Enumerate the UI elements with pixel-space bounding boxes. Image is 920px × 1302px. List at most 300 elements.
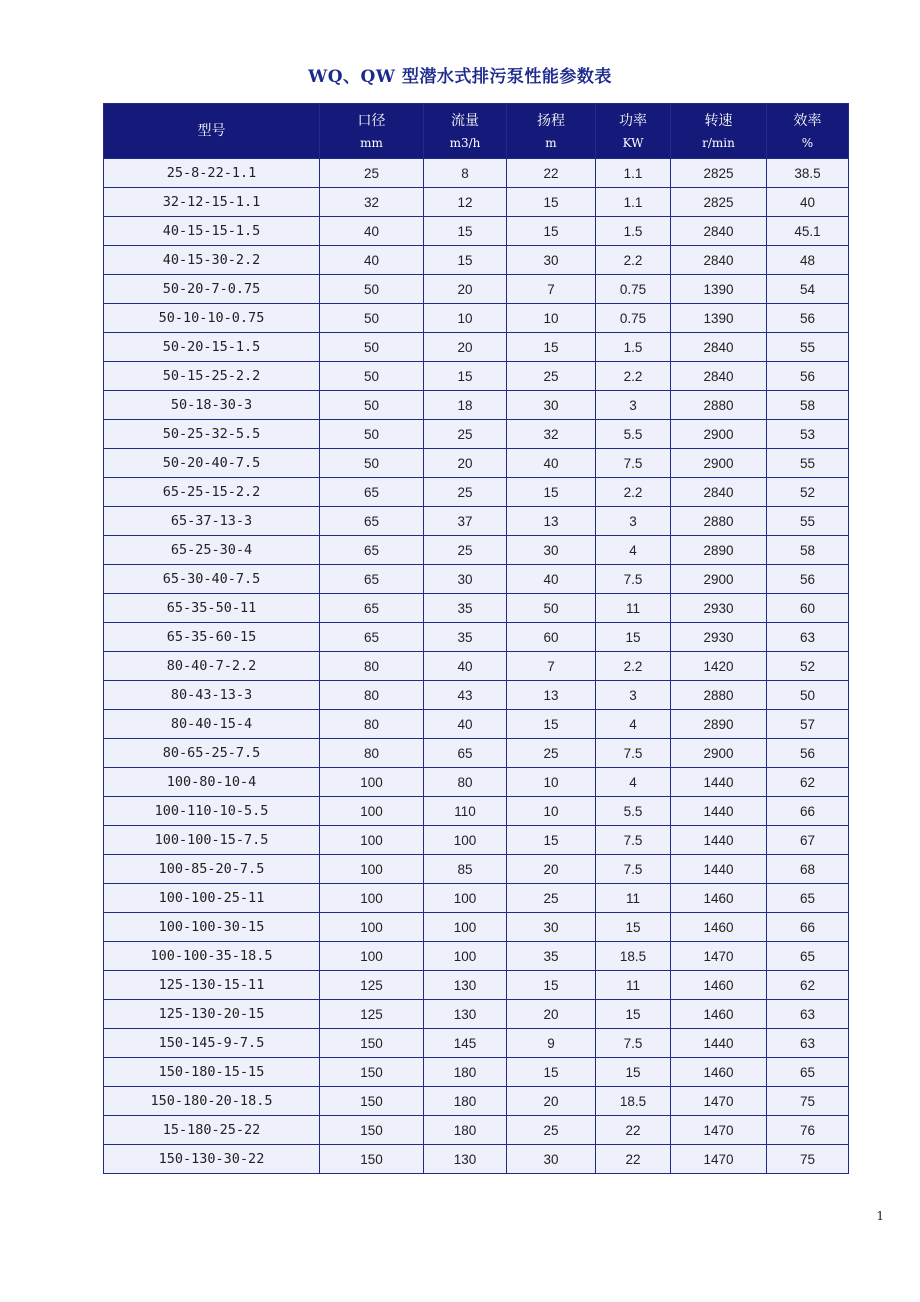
cell-diameter: 50 [320, 333, 424, 362]
cell-efficiency: 48 [767, 246, 849, 275]
cell-efficiency: 53 [767, 420, 849, 449]
cell-diameter: 80 [320, 739, 424, 768]
cell-model: 50-15-25-2.2 [104, 362, 320, 391]
table-row [104, 246, 849, 275]
cell-head: 13 [507, 507, 596, 536]
cell-efficiency: 58 [767, 391, 849, 420]
cell-efficiency: 57 [767, 710, 849, 739]
cell-model: 65-30-40-7.5 [104, 565, 320, 594]
cell-head: 10 [507, 797, 596, 826]
cell-power: 7.5 [596, 1029, 671, 1058]
header-label: 流量 [451, 112, 479, 129]
cell-model: 100-85-20-7.5 [104, 855, 320, 884]
cell-power: 3 [596, 681, 671, 710]
cell-efficiency: 56 [767, 304, 849, 333]
table-row [104, 855, 849, 884]
cell-efficiency: 75 [767, 1087, 849, 1116]
cell-diameter: 40 [320, 246, 424, 275]
table-row [104, 420, 849, 449]
header-efficiency [767, 104, 849, 159]
cell-model: 65-37-13-3 [104, 507, 320, 536]
cell-efficiency: 38.5 [767, 159, 849, 188]
cell-speed: 2880 [671, 681, 767, 710]
cell-flow: 130 [424, 971, 507, 1000]
cell-speed: 1460 [671, 884, 767, 913]
table-row [104, 913, 849, 942]
header-label: 转速 [704, 112, 733, 129]
cell-power: 7.5 [596, 565, 671, 594]
cell-head: 15 [507, 1058, 596, 1087]
cell-flow: 100 [424, 913, 507, 942]
cell-efficiency: 45.1 [767, 217, 849, 246]
header-unit: r/min [702, 135, 735, 150]
cell-speed: 2900 [671, 739, 767, 768]
table-row [104, 304, 849, 333]
document-title: WQ、QW 型潜水式排污泵性能参数表 [308, 67, 612, 87]
header-label: 型号 [197, 123, 226, 139]
cell-power: 7.5 [596, 855, 671, 884]
cell-flow: 43 [424, 681, 507, 710]
cell-power: 4 [596, 536, 671, 565]
table-row [104, 652, 849, 681]
cell-model: 40-15-30-2.2 [104, 246, 320, 275]
cell-speed: 2900 [671, 565, 767, 594]
cell-head: 30 [507, 246, 596, 275]
cell-power: 7.5 [596, 449, 671, 478]
cell-head: 25 [507, 884, 596, 913]
cell-flow: 130 [424, 1000, 507, 1029]
cell-flow: 40 [424, 652, 507, 681]
cell-speed: 2840 [671, 478, 767, 507]
cell-head: 20 [507, 1000, 596, 1029]
cell-model: 150-180-15-15 [104, 1058, 320, 1087]
cell-flow: 25 [424, 478, 507, 507]
table-row [104, 449, 849, 478]
cell-efficiency: 52 [767, 478, 849, 507]
table-row [104, 1058, 849, 1087]
cell-speed: 2880 [671, 507, 767, 536]
cell-speed: 2840 [671, 217, 767, 246]
cell-head: 7 [507, 275, 596, 304]
cell-flow: 20 [424, 333, 507, 362]
cell-flow: 15 [424, 217, 507, 246]
cell-head: 50 [507, 594, 596, 623]
cell-flow: 130 [424, 1145, 507, 1174]
cell-head: 60 [507, 623, 596, 652]
cell-efficiency: 75 [767, 1145, 849, 1174]
cell-efficiency: 65 [767, 884, 849, 913]
cell-speed: 1470 [671, 942, 767, 971]
cell-head: 40 [507, 449, 596, 478]
cell-diameter: 100 [320, 855, 424, 884]
cell-model: 50-20-7-0.75 [104, 275, 320, 304]
cell-speed: 1470 [671, 1145, 767, 1174]
cell-head: 15 [507, 217, 596, 246]
cell-speed: 1460 [671, 971, 767, 1000]
cell-flow: 15 [424, 246, 507, 275]
cell-efficiency: 62 [767, 768, 849, 797]
cell-head: 10 [507, 304, 596, 333]
cell-model: 32-12-15-1.1 [104, 188, 320, 217]
cell-flow: 180 [424, 1116, 507, 1145]
cell-flow: 20 [424, 449, 507, 478]
cell-speed: 1390 [671, 275, 767, 304]
cell-speed: 2890 [671, 710, 767, 739]
cell-power: 18.5 [596, 1087, 671, 1116]
cell-power: 1.1 [596, 159, 671, 188]
cell-power: 22 [596, 1116, 671, 1145]
cell-flow: 100 [424, 884, 507, 913]
cell-flow: 35 [424, 594, 507, 623]
cell-power: 2.2 [596, 246, 671, 275]
header-label: 效率 [793, 112, 822, 129]
cell-flow: 30 [424, 565, 507, 594]
cell-diameter: 40 [320, 217, 424, 246]
cell-diameter: 65 [320, 565, 424, 594]
cell-model: 100-100-30-15 [104, 913, 320, 942]
table-row [104, 623, 849, 652]
cell-head: 25 [507, 1116, 596, 1145]
table-row [104, 971, 849, 1000]
cell-flow: 180 [424, 1087, 507, 1116]
header-model [104, 104, 320, 159]
cell-flow: 80 [424, 768, 507, 797]
cell-diameter: 100 [320, 884, 424, 913]
header-label: 功率 [619, 112, 647, 129]
cell-diameter: 25 [320, 159, 424, 188]
cell-head: 30 [507, 536, 596, 565]
cell-flow: 85 [424, 855, 507, 884]
cell-power: 5.5 [596, 420, 671, 449]
cell-power: 0.75 [596, 275, 671, 304]
cell-flow: 20 [424, 275, 507, 304]
cell-head: 25 [507, 362, 596, 391]
cell-model: 80-65-25-7.5 [104, 739, 320, 768]
cell-efficiency: 60 [767, 594, 849, 623]
cell-model: 100-100-15-7.5 [104, 826, 320, 855]
cell-speed: 1460 [671, 1058, 767, 1087]
cell-power: 18.5 [596, 942, 671, 971]
cell-speed: 1440 [671, 826, 767, 855]
cell-power: 7.5 [596, 739, 671, 768]
cell-efficiency: 40 [767, 188, 849, 217]
cell-diameter: 150 [320, 1145, 424, 1174]
table-row [104, 739, 849, 768]
cell-diameter: 125 [320, 1000, 424, 1029]
table-header [104, 104, 849, 159]
header-head [507, 104, 596, 159]
header-unit: m3/h [449, 135, 481, 150]
cell-efficiency: 54 [767, 275, 849, 304]
cell-speed: 2840 [671, 333, 767, 362]
table-row [104, 362, 849, 391]
cell-head: 20 [507, 1087, 596, 1116]
cell-diameter: 100 [320, 942, 424, 971]
cell-power: 4 [596, 710, 671, 739]
cell-head: 32 [507, 420, 596, 449]
cell-flow: 25 [424, 420, 507, 449]
table-row [104, 797, 849, 826]
table-row [104, 1145, 849, 1174]
cell-diameter: 50 [320, 275, 424, 304]
table-row [104, 710, 849, 739]
cell-flow: 100 [424, 826, 507, 855]
cell-diameter: 125 [320, 971, 424, 1000]
header-power [596, 104, 671, 159]
cell-power: 2.2 [596, 652, 671, 681]
cell-model: 40-15-15-1.5 [104, 217, 320, 246]
pump-performance-table [103, 103, 849, 1174]
cell-speed: 1440 [671, 768, 767, 797]
cell-diameter: 80 [320, 681, 424, 710]
table-row [104, 507, 849, 536]
cell-speed: 2825 [671, 159, 767, 188]
cell-flow: 8 [424, 159, 507, 188]
table-row [104, 768, 849, 797]
cell-head: 35 [507, 942, 596, 971]
header-unit: mm [360, 135, 383, 150]
cell-model: 100-100-25-11 [104, 884, 320, 913]
cell-flow: 37 [424, 507, 507, 536]
table-row [104, 594, 849, 623]
table-row [104, 217, 849, 246]
cell-power: 22 [596, 1145, 671, 1174]
cell-speed: 1440 [671, 1029, 767, 1058]
cell-speed: 1440 [671, 855, 767, 884]
cell-diameter: 100 [320, 826, 424, 855]
table-row [104, 536, 849, 565]
cell-efficiency: 56 [767, 362, 849, 391]
table-row [104, 884, 849, 913]
cell-diameter: 65 [320, 623, 424, 652]
cell-model: 150-130-30-22 [104, 1145, 320, 1174]
cell-power: 15 [596, 623, 671, 652]
cell-head: 15 [507, 710, 596, 739]
cell-power: 11 [596, 594, 671, 623]
cell-model: 50-10-10-0.75 [104, 304, 320, 333]
cell-model: 150-145-9-7.5 [104, 1029, 320, 1058]
header-speed [671, 104, 767, 159]
cell-efficiency: 65 [767, 942, 849, 971]
cell-speed: 2900 [671, 420, 767, 449]
cell-efficiency: 56 [767, 739, 849, 768]
header-unit: % [801, 135, 814, 150]
cell-efficiency: 63 [767, 1000, 849, 1029]
cell-speed: 2840 [671, 362, 767, 391]
cell-model: 100-100-35-18.5 [104, 942, 320, 971]
cell-diameter: 150 [320, 1116, 424, 1145]
cell-model: 125-130-15-11 [104, 971, 320, 1000]
cell-model: 80-43-13-3 [104, 681, 320, 710]
cell-flow: 100 [424, 942, 507, 971]
cell-power: 7.5 [596, 826, 671, 855]
cell-efficiency: 55 [767, 449, 849, 478]
cell-diameter: 100 [320, 913, 424, 942]
cell-speed: 2930 [671, 594, 767, 623]
cell-diameter: 80 [320, 652, 424, 681]
cell-speed: 1470 [671, 1116, 767, 1145]
cell-head: 20 [507, 855, 596, 884]
cell-efficiency: 63 [767, 1029, 849, 1058]
cell-head: 25 [507, 739, 596, 768]
cell-model: 65-35-50-11 [104, 594, 320, 623]
cell-speed: 1390 [671, 304, 767, 333]
cell-diameter: 50 [320, 362, 424, 391]
header-diameter [320, 104, 424, 159]
cell-model: 65-35-60-15 [104, 623, 320, 652]
cell-head: 9 [507, 1029, 596, 1058]
table-row [104, 188, 849, 217]
cell-efficiency: 58 [767, 536, 849, 565]
cell-diameter: 50 [320, 449, 424, 478]
header-label: 口径 [357, 112, 386, 129]
cell-head: 30 [507, 391, 596, 420]
cell-power: 11 [596, 884, 671, 913]
cell-model: 125-130-20-15 [104, 1000, 320, 1029]
cell-diameter: 100 [320, 768, 424, 797]
header-row [104, 104, 849, 159]
cell-speed: 2890 [671, 536, 767, 565]
cell-diameter: 150 [320, 1058, 424, 1087]
cell-head: 7 [507, 652, 596, 681]
cell-speed: 1440 [671, 797, 767, 826]
cell-efficiency: 66 [767, 797, 849, 826]
cell-speed: 2900 [671, 449, 767, 478]
cell-diameter: 100 [320, 797, 424, 826]
cell-head: 40 [507, 565, 596, 594]
cell-efficiency: 55 [767, 507, 849, 536]
cell-head: 13 [507, 681, 596, 710]
cell-speed: 2880 [671, 391, 767, 420]
cell-head: 15 [507, 333, 596, 362]
cell-power: 2.2 [596, 478, 671, 507]
cell-model: 65-25-15-2.2 [104, 478, 320, 507]
table-row [104, 275, 849, 304]
cell-power: 0.75 [596, 304, 671, 333]
cell-efficiency: 63 [767, 623, 849, 652]
table-row [104, 1116, 849, 1145]
cell-model: 50-25-32-5.5 [104, 420, 320, 449]
table-row [104, 391, 849, 420]
cell-flow: 25 [424, 536, 507, 565]
table-row [104, 1087, 849, 1116]
cell-speed: 1460 [671, 913, 767, 942]
cell-head: 15 [507, 478, 596, 507]
cell-speed: 2825 [671, 188, 767, 217]
header-label: 扬程 [537, 112, 565, 129]
cell-flow: 110 [424, 797, 507, 826]
cell-head: 15 [507, 826, 596, 855]
cell-model: 25-8-22-1.1 [104, 159, 320, 188]
cell-head: 15 [507, 971, 596, 1000]
cell-diameter: 150 [320, 1087, 424, 1116]
header-flow [424, 104, 507, 159]
cell-flow: 12 [424, 188, 507, 217]
cell-model: 50-18-30-3 [104, 391, 320, 420]
cell-power: 1.5 [596, 217, 671, 246]
cell-power: 15 [596, 913, 671, 942]
table-row [104, 942, 849, 971]
cell-head: 30 [507, 1145, 596, 1174]
cell-diameter: 65 [320, 536, 424, 565]
cell-efficiency: 76 [767, 1116, 849, 1145]
cell-speed: 2930 [671, 623, 767, 652]
cell-diameter: 32 [320, 188, 424, 217]
cell-speed: 2840 [671, 246, 767, 275]
cell-flow: 35 [424, 623, 507, 652]
cell-model: 65-25-30-4 [104, 536, 320, 565]
cell-power: 15 [596, 1000, 671, 1029]
cell-head: 22 [507, 159, 596, 188]
cell-diameter: 80 [320, 710, 424, 739]
cell-head: 10 [507, 768, 596, 797]
cell-power: 1.1 [596, 188, 671, 217]
cell-speed: 1460 [671, 1000, 767, 1029]
cell-model: 80-40-15-4 [104, 710, 320, 739]
cell-model: 50-20-40-7.5 [104, 449, 320, 478]
table-row [104, 1029, 849, 1058]
cell-power: 3 [596, 391, 671, 420]
header-unit: KW [622, 135, 644, 150]
cell-flow: 145 [424, 1029, 507, 1058]
cell-diameter: 50 [320, 391, 424, 420]
cell-speed: 1420 [671, 652, 767, 681]
cell-efficiency: 50 [767, 681, 849, 710]
cell-diameter: 50 [320, 420, 424, 449]
table-row [104, 681, 849, 710]
table-row [104, 159, 849, 188]
cell-power: 11 [596, 971, 671, 1000]
page-number: 1 [876, 1209, 884, 1223]
cell-efficiency: 55 [767, 333, 849, 362]
cell-flow: 10 [424, 304, 507, 333]
cell-model: 100-110-10-5.5 [104, 797, 320, 826]
cell-power: 5.5 [596, 797, 671, 826]
table-row [104, 1000, 849, 1029]
cell-head: 30 [507, 913, 596, 942]
cell-efficiency: 68 [767, 855, 849, 884]
table-row [104, 565, 849, 594]
cell-power: 15 [596, 1058, 671, 1087]
cell-efficiency: 67 [767, 826, 849, 855]
cell-efficiency: 62 [767, 971, 849, 1000]
header-unit: m [545, 135, 557, 150]
cell-diameter: 65 [320, 594, 424, 623]
cell-head: 15 [507, 188, 596, 217]
cell-efficiency: 66 [767, 913, 849, 942]
cell-flow: 15 [424, 362, 507, 391]
cell-flow: 65 [424, 739, 507, 768]
cell-power: 1.5 [596, 333, 671, 362]
cell-diameter: 65 [320, 507, 424, 536]
cell-flow: 40 [424, 710, 507, 739]
cell-power: 3 [596, 507, 671, 536]
cell-flow: 18 [424, 391, 507, 420]
table-body [104, 159, 849, 1174]
table-row [104, 333, 849, 362]
cell-model: 80-40-7-2.2 [104, 652, 320, 681]
cell-speed: 1470 [671, 1087, 767, 1116]
cell-model: 100-80-10-4 [104, 768, 320, 797]
cell-efficiency: 52 [767, 652, 849, 681]
cell-model: 15-180-25-22 [104, 1116, 320, 1145]
cell-efficiency: 65 [767, 1058, 849, 1087]
cell-diameter: 50 [320, 304, 424, 333]
cell-power: 4 [596, 768, 671, 797]
cell-diameter: 65 [320, 478, 424, 507]
table-row [104, 478, 849, 507]
cell-flow: 180 [424, 1058, 507, 1087]
